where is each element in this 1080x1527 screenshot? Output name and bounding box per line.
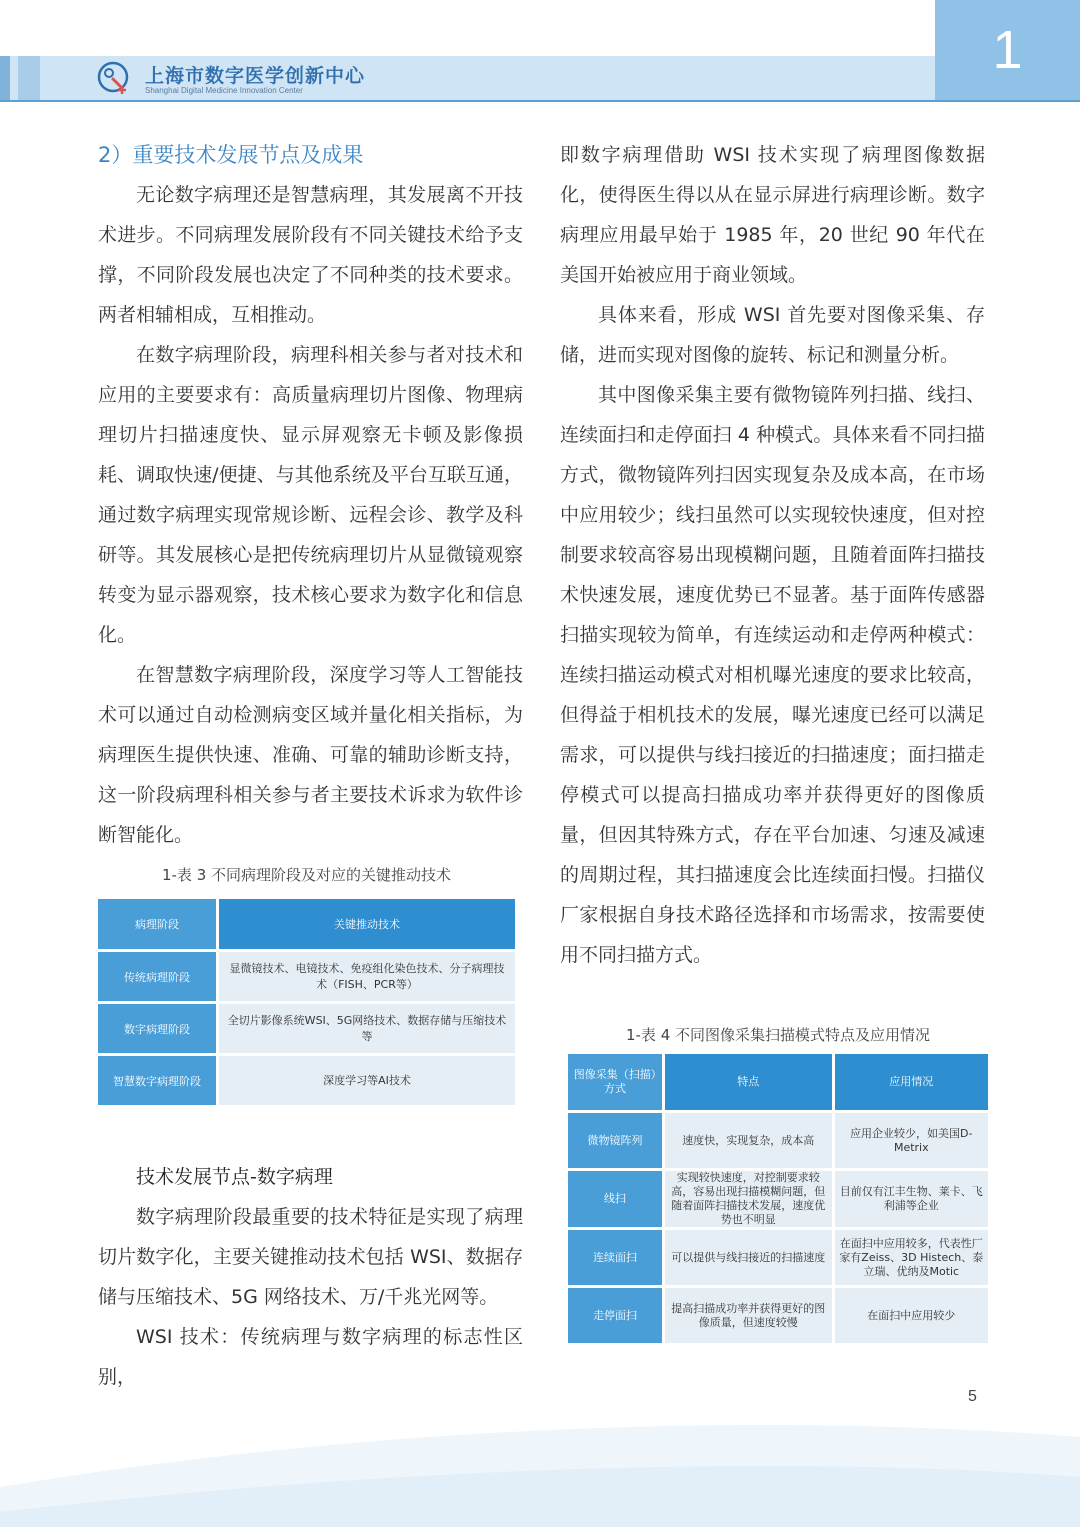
header-band: [0, 56, 935, 100]
section-title: 2）重要技术发展节点及成果: [98, 143, 364, 167]
table-cell: 实现较快速度，对控制要求较高，容易出现扫描模糊问题，但随着面阵扫描技术发展，速度优势也不明显: [664, 1170, 834, 1229]
table-pathology-stages: [98, 899, 515, 1105]
header-accent-block: [18, 56, 40, 100]
table-cell: 连续面扫: [568, 1229, 664, 1287]
org-name: 上海市数字医学创新中心: [145, 65, 366, 87]
org-logo-icon: [96, 60, 134, 98]
table-row: [568, 1170, 988, 1229]
table-cell: 可以提供与线扫接近的扫描速度: [664, 1229, 834, 1287]
header-rule: [0, 100, 1080, 102]
paragraph: 具体来看，形成 WSI 首先要对图像采集、存储，进而实现对图像的旋转、标记和测量分析。: [560, 304, 985, 366]
table-header-cell: 关键推动技术: [218, 899, 516, 951]
paragraph: 无论数字病理还是智慧病理，其发展离不开技术进步。不同病理发展阶段有不同关键技术给予支撑，不同阶段发展也决定了不同种类的技术要求。两者相辅相成，互相推动。: [98, 184, 523, 326]
table-caption: 1-表 4 不同图像采集扫描模式特点及应用情况: [625, 1026, 931, 1044]
table-cell: 在面扫中应用较多，代表性厂家有Zeiss、3D Histech、泰立瑞、优纳及Motic: [833, 1229, 988, 1287]
table-cell: 传统病理阶段: [98, 951, 218, 1003]
table-cell: 深度学习等AI技术: [218, 1055, 516, 1106]
paragraph: 在智慧数字病理阶段，深度学习等人工智能技术可以通过自动检测病变区域并量化相关指标，为病理医生提供快速、准确、可靠的辅助诊断支持，这一阶段病理科相关参与者主要技术诉求为软件诊断智能化。: [98, 664, 523, 846]
table-row: [568, 1229, 988, 1287]
table-header-cell: 应用情况: [833, 1054, 988, 1112]
table-cell: 线扫: [568, 1170, 664, 1229]
header-accent-block: [0, 56, 10, 100]
right-column: [560, 135, 985, 975]
chapter-number: 1: [935, 0, 1080, 100]
paragraph: 数字病理阶段最重要的技术特征是实现了病理切片数字化，主要关键推动技术包括 WSI、数据存储与压缩技术、5G 网络技术、万/千兆光网等。: [98, 1206, 523, 1308]
table-caption: 1-表 3 不同病理阶段及对应的关键推动技术: [161, 866, 452, 884]
table-row: [98, 1055, 515, 1106]
paragraph: 其中图像采集主要有微物镜阵列扫描、线扫、连续面扫和走停面扫 4 种模式。具体来看不同扫描方式，微物镜阵列扫因实现复杂及成本高，在市场中应用较少；线扫虽然可以实现较快速度，但对控制要求较高容易出现模糊问题，且随着面阵扫描技术快速发展，速度优势已不显著。基于面阵传感器扫描实现较为简单，有连续运动和走停两种模式：连续扫描运动模式对相机曝光速度的要求比较高，但得益于相机技术的发展，曝光速度已经可以满足需求，可以提供与线扫接近的扫描速度；面扫描走停模式可以提高扫描成功率并获得更好的图像质量，但因其特殊方式，存在平台加速、匀速及减速的周期过程，其扫描速度会比连续面扫慢。扫描仪厂家根据自身技术路径选择和市场需求，按需要使用不同扫描方式。: [560, 384, 985, 966]
table-cell: 显微镜技术、电镜技术、免疫组化染色技术、分子病理技术（FISH、PCR等）: [218, 951, 516, 1003]
table-cell: 智慧数字病理阶段: [98, 1055, 218, 1106]
table-cell: 速度快，实现复杂，成本高: [664, 1112, 834, 1170]
left-bottom-text: [98, 1197, 523, 1397]
table-cell: 目前仅有江丰生物、莱卡、飞利浦等企业: [833, 1170, 988, 1229]
table-cell: 数字病理阶段: [98, 1003, 218, 1055]
table-row: [98, 951, 515, 1003]
left-column: [98, 135, 523, 855]
table-scan-modes: [568, 1054, 988, 1343]
paragraph: 即数字病理借助 WSI 技术实现了病理图像数据化，使得医生得以从在显示屏进行病理诊断。数字病理应用最早始于 1985 年，20 世纪 90 年代在美国开始被应用于商业领域。: [560, 144, 985, 286]
table-cell: 在面扫中应用较少: [833, 1287, 988, 1344]
paragraph: 在数字病理阶段，病理科相关参与者对技术和应用的主要要求有：高质量病理切片图像、物理病理切片扫描速度快、显示屏观察无卡顿及影像损耗、调取快速/便捷、与其他系统及平台互联互通，通过数字病理实现常规诊断、远程会诊、教学及科研等。其发展核心是把传统病理切片从显微镜观察转变为显示器观察，技术核心要求为数字化和信息化。: [98, 344, 523, 646]
table-row: [568, 1287, 988, 1344]
page-number: 5: [968, 1388, 977, 1405]
org-subtitle: Shanghai Digital Medicine Innovation Center: [145, 86, 303, 95]
table-cell: 应用企业较少，如美国D-Metrix: [833, 1112, 988, 1170]
table-cell: 走停面扫: [568, 1287, 664, 1344]
table-header-cell: 特点: [664, 1054, 834, 1112]
table-header-cell: 病理阶段: [98, 899, 218, 951]
subheading: 技术发展节点-数字病理: [136, 1166, 333, 1188]
footer-wave: [0, 1397, 1080, 1527]
table-cell: 微物镜阵列: [568, 1112, 664, 1170]
table-row: [98, 1003, 515, 1055]
table-cell: 提高扫描成功率并获得更好的图像质量，但速度较慢: [664, 1287, 834, 1344]
table-row: [568, 1112, 988, 1170]
table-cell: 全切片影像系统WSI、5G网络技术、数据存储与压缩技术等: [218, 1003, 516, 1055]
paragraph: WSI 技术：传统病理与数字病理的标志性区别，: [98, 1326, 523, 1388]
table-header-cell: 图像采集（扫描）方式: [568, 1054, 664, 1112]
